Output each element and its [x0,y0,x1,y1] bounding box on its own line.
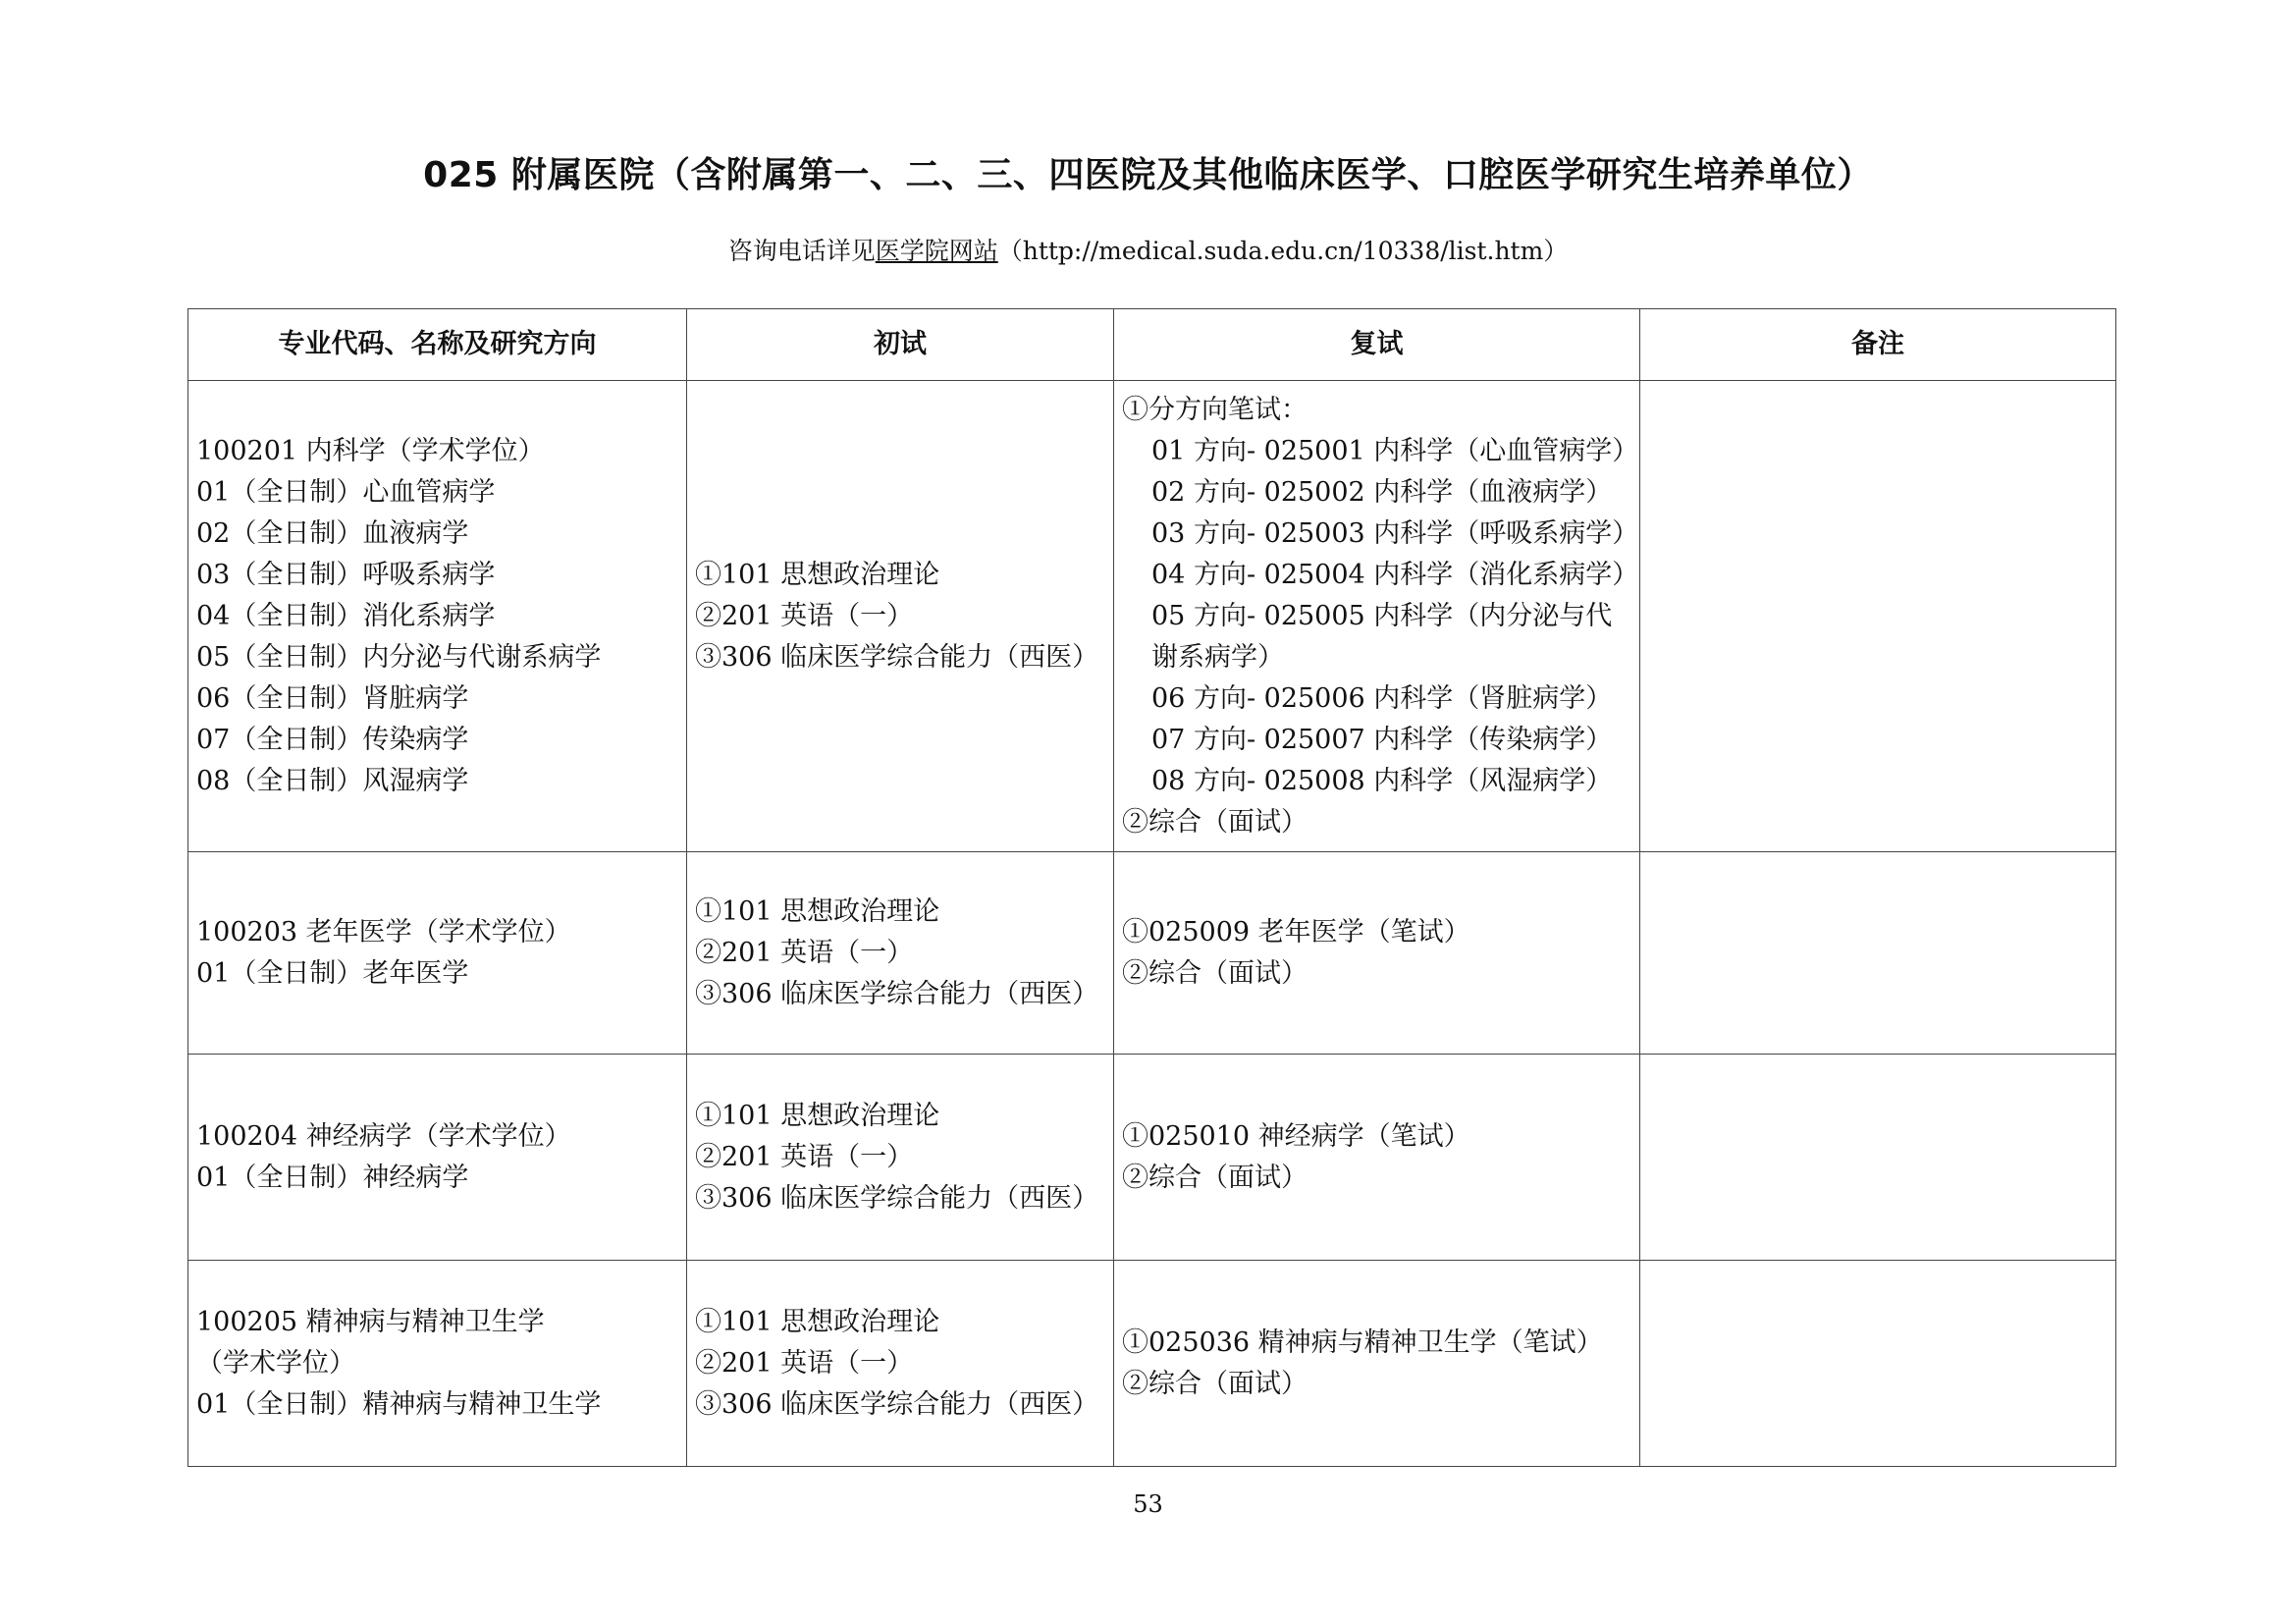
exam-subject: ③306 临床医学综合能力（西医） [695,1388,1099,1420]
medical-school-website-link[interactable]: 医学院网站 [875,237,998,265]
direction-item: 01（全日制）心血管病学 [196,476,496,508]
exam-subject: ②201 英语（一） [695,600,914,631]
direction-item: 02（全日制）血液病学 [196,517,469,549]
exam-subject: ①101 思想政治理论 [695,1100,940,1131]
table-row [188,381,2116,852]
direction-item: 01（全日制）老年医学 [196,957,469,989]
major-cell [188,852,687,1055]
direction-item: 01（全日制）精神病与精神卫生学 [196,1388,602,1420]
page-number: 53 [1133,1490,1163,1518]
subtitle-url: （http://medical.suda.edu.cn/10338/list.htm） [997,237,1569,265]
retest-cell [1114,381,1640,852]
exam-subject: ②201 英语（一） [695,1141,914,1172]
initial-exam-cell [687,1261,1114,1467]
major-cell [188,1261,687,1467]
retest-item: ②综合（面试） [1122,1368,1308,1399]
table-row [188,852,2116,1055]
initial-exam-cell [687,381,1114,852]
exam-subject: ②201 英语（一） [695,937,914,968]
notes-cell [1640,852,2116,1055]
subtitle-prefix: 咨询电话详见 [727,237,876,265]
retest-item: 07 方向- 025007 内科学（传染病学） [1151,724,1613,755]
program-table [187,308,2116,1467]
major-cell [188,1055,687,1261]
retest-item: ①025009 老年医学（笔试） [1122,916,1470,947]
direction-item: 07（全日制）传染病学 [196,724,469,755]
exam-subject: ③306 临床医学综合能力（西医） [695,1182,1099,1214]
major-heading: 100204 神经病学（学术学位） [196,1120,571,1152]
retest-item: 08 方向- 025008 内科学（风湿病学） [1151,765,1613,796]
exam-subject: ②201 英语（一） [695,1347,914,1379]
major-cell [188,381,687,852]
notes-cell [1640,381,2116,852]
direction-item: 05（全日制）内分泌与代谢系病学 [196,641,602,673]
retest-cell [1114,852,1640,1055]
column-header-retest: 复试 [1114,309,1640,381]
notes-cell [1640,1055,2116,1261]
table-row [188,1261,2116,1467]
direction-item: 04（全日制）消化系病学 [196,600,496,631]
retest-item: ②综合（面试） [1122,957,1308,989]
table-header-row [188,309,2116,381]
direction-item: 03（全日制）呼吸系病学 [196,559,496,590]
retest-item: ②综合（面试） [1122,1162,1308,1193]
exam-subject: ①101 思想政治理论 [695,559,940,590]
page-title: 025 附属医院（含附属第一、二、三、四医院及其他临床医学、口腔医学研究生培养单位） [423,155,1873,195]
column-header-notes: 备注 [1640,309,2116,381]
retest-cell [1114,1261,1640,1467]
retest-item: 01 方向- 025001 内科学（心血管病学） [1151,435,1639,466]
retest-item: ②综合（面试） [1122,806,1308,838]
column-header-initial-exam: 初试 [687,309,1114,381]
page-subtitle [0,232,2296,267]
initial-exam-cell [687,1055,1114,1261]
exam-subject: ①101 思想政治理论 [695,895,940,927]
major-heading: 100203 老年医学（学术学位） [196,916,571,947]
retest-cell [1114,1055,1640,1261]
major-heading: 100201 内科学（学术学位） [196,435,545,466]
retest-item: 06 方向- 025006 内科学（肾脏病学） [1151,682,1613,714]
retest-item: ①025010 神经病学（笔试） [1122,1120,1470,1152]
direction-item: 06（全日制）肾脏病学 [196,682,469,714]
major-heading: 100205 精神病与精神卫生学 [196,1306,545,1337]
exam-subject: ①101 思想政治理论 [695,1306,940,1337]
column-header-major: 专业代码、名称及研究方向 [188,309,687,381]
exam-subject: ③306 临床医学综合能力（西医） [695,978,1099,1009]
direction-item: 01（全日制）神经病学 [196,1162,469,1193]
initial-exam-cell [687,852,1114,1055]
retest-item: 04 方向- 025004 内科学（消化系病学） [1151,559,1639,590]
notes-cell [1640,1261,2116,1467]
exam-subject: ③306 临床医学综合能力（西医） [695,641,1099,673]
retest-item: 03 方向- 025003 内科学（呼吸系病学） [1151,517,1639,549]
direction-item: 08（全日制）风湿病学 [196,765,469,796]
retest-item: ①025036 精神病与精神卫生学（笔试） [1122,1326,1603,1358]
table-row [188,1055,2116,1261]
retest-item: ①分方向笔试： [1122,394,1308,425]
retest-item: 05 方向- 025005 内科学（内分泌与代谢系病学） [1151,600,1613,673]
major-heading-degree: （学术学位） [196,1347,355,1379]
retest-item: 02 方向- 025002 内科学（血液病学） [1151,476,1613,508]
